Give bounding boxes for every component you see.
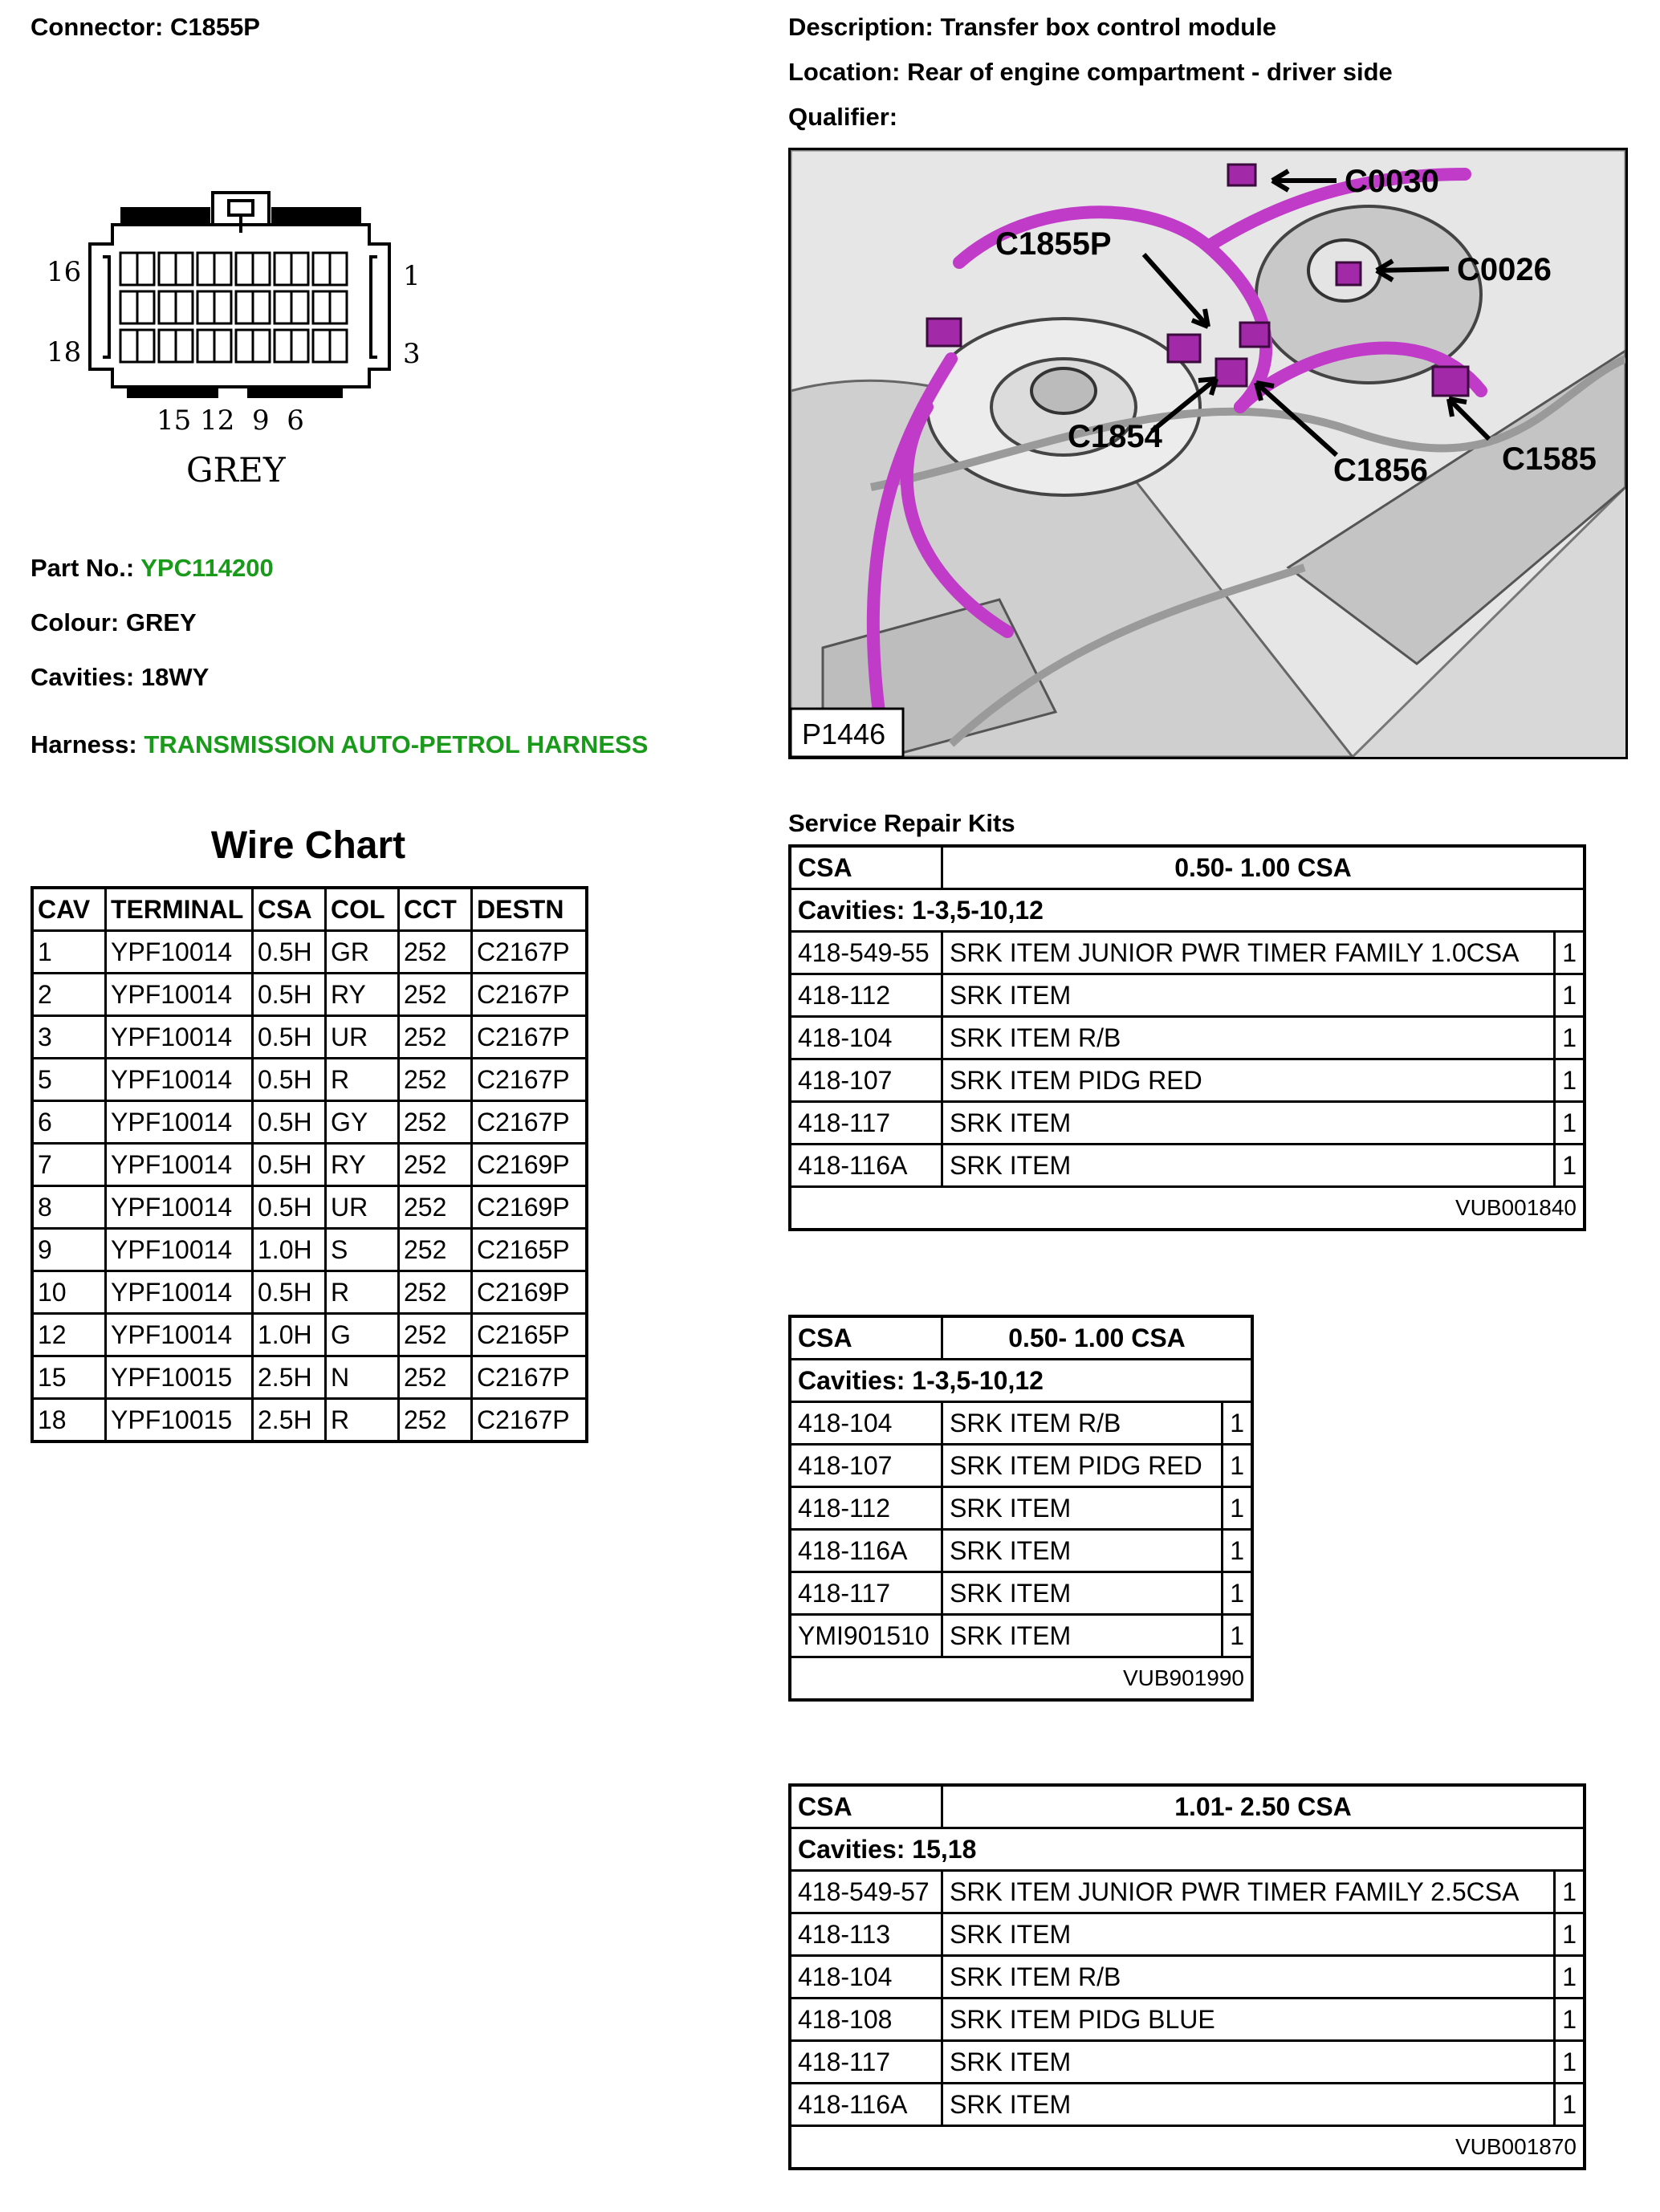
wire-chart-cell: 0.5H (253, 931, 326, 974)
kit-number-row (790, 1187, 1585, 1230)
connector-label: Connector: (31, 13, 164, 41)
kit-item-description: SRK ITEM PIDG RED (942, 1445, 1223, 1487)
wire-chart-cell: 1 (32, 931, 106, 974)
location-value: Rear of engine compartment - driver side (907, 58, 1393, 86)
kit-item-description: SRK ITEM (942, 1913, 1555, 1956)
wire-chart-cell: 7 (32, 1144, 106, 1186)
kit-item-qty: 1 (1555, 1871, 1585, 1913)
wire-chart-cell: C2167P (472, 1101, 588, 1144)
wire-chart-cell: RY (326, 1144, 399, 1186)
wire-chart-row (32, 1101, 587, 1144)
kit-item-part: 418-108 (790, 1999, 942, 2041)
kit-item-qty: 1 (1223, 1445, 1252, 1487)
wire-chart-cell: UR (326, 1016, 399, 1059)
wire-chart-cell: 9 (32, 1229, 106, 1271)
wire-chart-header: DESTN (472, 888, 588, 931)
wire-chart-header: CCT (399, 888, 472, 931)
kit-cavities-row (790, 889, 1585, 932)
pin-label-16: 16 (47, 256, 82, 288)
wire-chart-cell: 2.5H (253, 1356, 326, 1399)
cavities-label: Cavities: (31, 663, 135, 691)
wire-chart-row (32, 1016, 587, 1059)
kit-item-description: SRK ITEM R/B (942, 1017, 1555, 1059)
wire-chart-cell: C2165P (472, 1229, 588, 1271)
wire-chart-cell: 252 (399, 1101, 472, 1144)
kit-csa-row (790, 1785, 1585, 1828)
wire-chart-cell: C2169P (472, 1271, 588, 1314)
kit-item-part: 418-112 (790, 1487, 942, 1530)
wire-chart-cell: 252 (399, 1229, 472, 1271)
pinout-colour-text: GREY (186, 450, 286, 490)
wire-chart-header: COL (326, 888, 399, 931)
harness-value: TRANSMISSION AUTO-PETROL HARNESS (144, 730, 649, 758)
location-photo (788, 148, 1628, 759)
kit-number: VUB901990 (790, 1657, 1252, 1701)
kit-cavities-row (790, 1828, 1585, 1871)
kit-item-qty: 1 (1555, 1145, 1585, 1187)
kit-csa-row (790, 846, 1585, 889)
kit-item-description: SRK ITEM PIDG RED (942, 1059, 1555, 1102)
kit-item-qty: 1 (1555, 1102, 1585, 1145)
wire-chart-cell: 252 (399, 974, 472, 1016)
wire-chart-cell: 252 (399, 1314, 472, 1356)
kit-item-part: 418-117 (790, 1572, 942, 1615)
kit-number-row (790, 2126, 1585, 2169)
pin-label-bottom-row: 15 12 9 6 (157, 405, 304, 437)
wire-chart-table (31, 886, 588, 1443)
wire-chart-cell: 1.0H (253, 1314, 326, 1356)
kit-item-qty: 1 (1555, 974, 1585, 1017)
location-photo-illustration (791, 150, 1625, 757)
kit-item-description: SRK ITEM PIDG BLUE (942, 1999, 1555, 2041)
kit-item-description: SRK ITEM (942, 2041, 1555, 2084)
wire-chart-cell: GY (326, 1101, 399, 1144)
kit-item-row (790, 1956, 1585, 1999)
part-number-label: Part No.: (31, 554, 135, 582)
kit-item-part: 418-104 (790, 1017, 942, 1059)
wire-chart-row (32, 1314, 587, 1356)
kit-item-description: SRK ITEM (942, 1487, 1223, 1530)
wire-chart-cell: C2167P (472, 1356, 588, 1399)
kit-item-qty: 1 (1555, 2041, 1585, 2084)
wire-chart-cell: 0.5H (253, 1101, 326, 1144)
kit-item-row (790, 1615, 1252, 1657)
kit-item-qty: 1 (1223, 1572, 1252, 1615)
wire-chart-cell: 252 (399, 931, 472, 974)
wire-chart-cell: 252 (399, 1271, 472, 1314)
kit-item-qty: 1 (1555, 2084, 1585, 2126)
qualifier-heading (788, 103, 897, 132)
kit-csa-label: CSA (790, 1785, 942, 1828)
wire-chart-title: Wire Chart (210, 824, 406, 867)
kit-item-description: SRK ITEM (942, 974, 1555, 1017)
kit-item-qty: 1 (1223, 1615, 1252, 1657)
cavity-grid (120, 253, 347, 362)
kit-item-qty: 1 (1223, 1487, 1252, 1530)
wire-chart-cell: 12 (32, 1314, 106, 1356)
kit-csa-range: 1.01- 2.50 CSA (942, 1785, 1585, 1828)
wire-chart-cell: YPF10014 (106, 1144, 253, 1186)
kit-item-row (790, 1059, 1585, 1102)
wire-chart-cell: R (326, 1059, 399, 1101)
kit-item-description: SRK ITEM (942, 1102, 1555, 1145)
kit-item-description: SRK ITEM (942, 1615, 1223, 1657)
wire-chart-cell: 252 (399, 1144, 472, 1186)
wire-chart-header: TERMINAL (106, 888, 253, 931)
kit-number: VUB001870 (790, 2126, 1585, 2169)
wire-chart-cell: 0.5H (253, 1059, 326, 1101)
kit-item-row (790, 2041, 1585, 2084)
kit-item-qty: 1 (1223, 1402, 1252, 1445)
kit-item-row (790, 1530, 1252, 1572)
pin-label-18: 18 (47, 336, 82, 368)
connector-pinout-diagram (32, 177, 482, 506)
wire-chart-cell: YPF10014 (106, 1271, 253, 1314)
wire-chart-row (32, 1144, 587, 1186)
wire-chart-cell: C2169P (472, 1186, 588, 1229)
kit-item-part: 418-104 (790, 1402, 942, 1445)
kit-cavities: Cavities: 1-3,5-10,12 (790, 1360, 1252, 1402)
wire-chart-cell: C2167P (472, 1399, 588, 1442)
cavities-info (31, 663, 209, 692)
callout-c1855p: C1855P (995, 226, 1112, 262)
wire-chart-cell: YPF10014 (106, 1059, 253, 1101)
kit-cavities-row (790, 1360, 1252, 1402)
kit-item-row (790, 974, 1585, 1017)
wire-chart-cell: 0.5H (253, 1271, 326, 1314)
pin-label-3: 3 (403, 338, 421, 370)
kit-item-part: 418-116A (790, 1530, 942, 1572)
part-number-value: YPC114200 (140, 554, 274, 582)
wire-chart-cell: YPF10014 (106, 931, 253, 974)
wire-chart-cell: 252 (399, 1059, 472, 1101)
connector-heading (31, 13, 260, 42)
kit-item-row (790, 1913, 1585, 1956)
wire-chart-cell: C2167P (472, 1016, 588, 1059)
service-repair-kits-title: Service Repair Kits (788, 809, 1015, 837)
description-value: Transfer box control module (940, 13, 1277, 41)
wire-chart-cell: 2 (32, 974, 106, 1016)
colour-label: Colour: (31, 608, 120, 636)
wire-chart-cell: YPF10014 (106, 974, 253, 1016)
repair-kit-table (788, 1315, 1254, 1702)
kit-item-part: 418-549-57 (790, 1871, 942, 1913)
wire-chart-header-row (32, 888, 587, 931)
kit-item-description: SRK ITEM (942, 2084, 1555, 2126)
kit-item-part: 418-112 (790, 974, 942, 1017)
kit-item-row (790, 1999, 1585, 2041)
wire-chart-cell: 0.5H (253, 1144, 326, 1186)
wire-chart-cell: YPF10014 (106, 1314, 253, 1356)
wire-chart-cell: 18 (32, 1399, 106, 1442)
kit-cavities: Cavities: 15,18 (790, 1828, 1585, 1871)
kit-item-row (790, 1145, 1585, 1187)
kit-item-description: SRK ITEM (942, 1145, 1555, 1187)
qualifier-label: Qualifier: (788, 103, 898, 131)
kit-item-part: 418-104 (790, 1956, 942, 1999)
kit-csa-range: 0.50- 1.00 CSA (942, 846, 1585, 889)
kit-csa-label: CSA (790, 1316, 942, 1360)
kit-item-qty: 1 (1555, 1913, 1585, 1956)
description-heading (788, 13, 1276, 42)
callout-c1585: C1585 (1502, 441, 1597, 477)
kit-item-row (790, 1402, 1252, 1445)
kit-item-part: YMI901510 (790, 1615, 942, 1657)
wire-chart-cell: C2167P (472, 931, 588, 974)
kit-item-qty: 1 (1223, 1530, 1252, 1572)
kit-item-row (790, 1445, 1252, 1487)
kit-item-part: 418-107 (790, 1445, 942, 1487)
part-number (31, 554, 274, 583)
wire-chart-header: CSA (253, 888, 326, 931)
callout-c0026: C0026 (1457, 252, 1552, 287)
kit-item-qty: 1 (1555, 1956, 1585, 1999)
wire-chart-cell: RY (326, 974, 399, 1016)
wire-chart-cell: YPF10014 (106, 1186, 253, 1229)
kit-item-description: SRK ITEM (942, 1530, 1223, 1572)
harness-label: Harness: (31, 730, 137, 758)
kit-item-qty: 1 (1555, 932, 1585, 974)
wire-chart-cell: 2.5H (253, 1399, 326, 1442)
kit-item-description: SRK ITEM (942, 1572, 1223, 1615)
wire-chart-cell: 6 (32, 1101, 106, 1144)
wire-chart-cell: YPF10014 (106, 1016, 253, 1059)
wire-chart-cell: 15 (32, 1356, 106, 1399)
kit-item-part: 418-116A (790, 2084, 942, 2126)
kit-item-description: SRK ITEM R/B (942, 1956, 1555, 1999)
wire-chart-cell: C2167P (472, 1059, 588, 1101)
kit-item-qty: 1 (1555, 1999, 1585, 2041)
wire-chart-cell: G (326, 1314, 399, 1356)
callout-c1856: C1856 (1333, 453, 1428, 488)
kit-item-part: 418-113 (790, 1913, 942, 1956)
location-heading (788, 58, 1393, 87)
wire-chart-cell: 3 (32, 1016, 106, 1059)
kit-item-description: SRK ITEM R/B (942, 1402, 1223, 1445)
wire-chart-cell: C2169P (472, 1144, 588, 1186)
wire-chart-cell: 252 (399, 1356, 472, 1399)
wire-chart-row (32, 1399, 587, 1442)
wire-chart-cell: R (326, 1399, 399, 1442)
wire-chart-row (32, 974, 587, 1016)
kit-item-description: SRK ITEM JUNIOR PWR TIMER FAMILY 1.0CSA (942, 932, 1555, 974)
kit-item-row (790, 1572, 1252, 1615)
wire-chart-row (32, 1229, 587, 1271)
connector-value: C1855P (169, 13, 260, 41)
kit-item-row (790, 1871, 1585, 1913)
wire-chart-cell: UR (326, 1186, 399, 1229)
wire-chart-cell: 252 (399, 1186, 472, 1229)
kit-item-part: 418-549-55 (790, 932, 942, 974)
wire-chart-cell: 1.0H (253, 1229, 326, 1271)
wire-chart-cell: S (326, 1229, 399, 1271)
wire-chart-cell: N (326, 1356, 399, 1399)
kit-item-row (790, 932, 1585, 974)
description-label: Description: (788, 13, 934, 41)
kit-item-part: 418-117 (790, 2041, 942, 2084)
repair-kit-table (788, 1783, 1586, 2170)
wire-chart-row (32, 1356, 587, 1399)
kit-csa-label: CSA (790, 846, 942, 889)
wire-chart-cell: YPF10015 (106, 1399, 253, 1442)
wire-chart-cell: YPF10014 (106, 1101, 253, 1144)
kit-csa-row (790, 1316, 1252, 1360)
wire-chart-cell: 0.5H (253, 974, 326, 1016)
kit-item-description: SRK ITEM JUNIOR PWR TIMER FAMILY 2.5CSA (942, 1871, 1555, 1913)
wire-chart-cell: 0.5H (253, 1186, 326, 1229)
kit-item-row (790, 1487, 1252, 1530)
kit-number: VUB001840 (790, 1187, 1585, 1230)
colour-info (31, 608, 197, 637)
wire-chart-cell: 252 (399, 1399, 472, 1442)
colour-value: GREY (125, 608, 197, 636)
wire-chart-cell: 8 (32, 1186, 106, 1229)
wire-chart-row (32, 931, 587, 974)
kit-csa-range: 0.50- 1.00 CSA (942, 1316, 1253, 1360)
wire-chart-cell: GR (326, 931, 399, 974)
wire-chart-cell: 10 (32, 1271, 106, 1314)
pin-label-1: 1 (403, 260, 421, 292)
wire-chart-cell: YPF10015 (106, 1356, 253, 1399)
kit-item-part: 418-117 (790, 1102, 942, 1145)
wire-chart-cell: C2165P (472, 1314, 588, 1356)
kit-item-row (790, 2084, 1585, 2126)
wire-chart-row (32, 1271, 587, 1314)
harness-info (31, 730, 648, 759)
kit-item-row (790, 1017, 1585, 1059)
wire-chart-cell: 252 (399, 1016, 472, 1059)
callout-c0030: C0030 (1345, 164, 1439, 199)
cavities-value: 18WY (140, 663, 210, 691)
kit-item-part: 418-116A (790, 1145, 942, 1187)
photo-id: P1446 (802, 718, 886, 750)
kit-item-row (790, 1102, 1585, 1145)
wire-chart-row (32, 1186, 587, 1229)
kit-item-part: 418-107 (790, 1059, 942, 1102)
callout-c1854: C1854 (1068, 419, 1162, 454)
wire-chart-header: CAV (32, 888, 106, 931)
kit-item-qty: 1 (1555, 1059, 1585, 1102)
wire-chart-row (32, 1059, 587, 1101)
wire-chart-cell: C2167P (472, 974, 588, 1016)
wire-chart-cell: YPF10014 (106, 1229, 253, 1271)
kit-item-qty: 1 (1555, 1017, 1585, 1059)
kit-cavities: Cavities: 1-3,5-10,12 (790, 889, 1585, 932)
wire-chart-cell: 5 (32, 1059, 106, 1101)
wire-chart-cell: 0.5H (253, 1016, 326, 1059)
kit-number-row (790, 1657, 1252, 1701)
wire-chart-cell: R (326, 1271, 399, 1314)
repair-kit-table (788, 844, 1586, 1231)
location-label: Location: (788, 58, 901, 86)
